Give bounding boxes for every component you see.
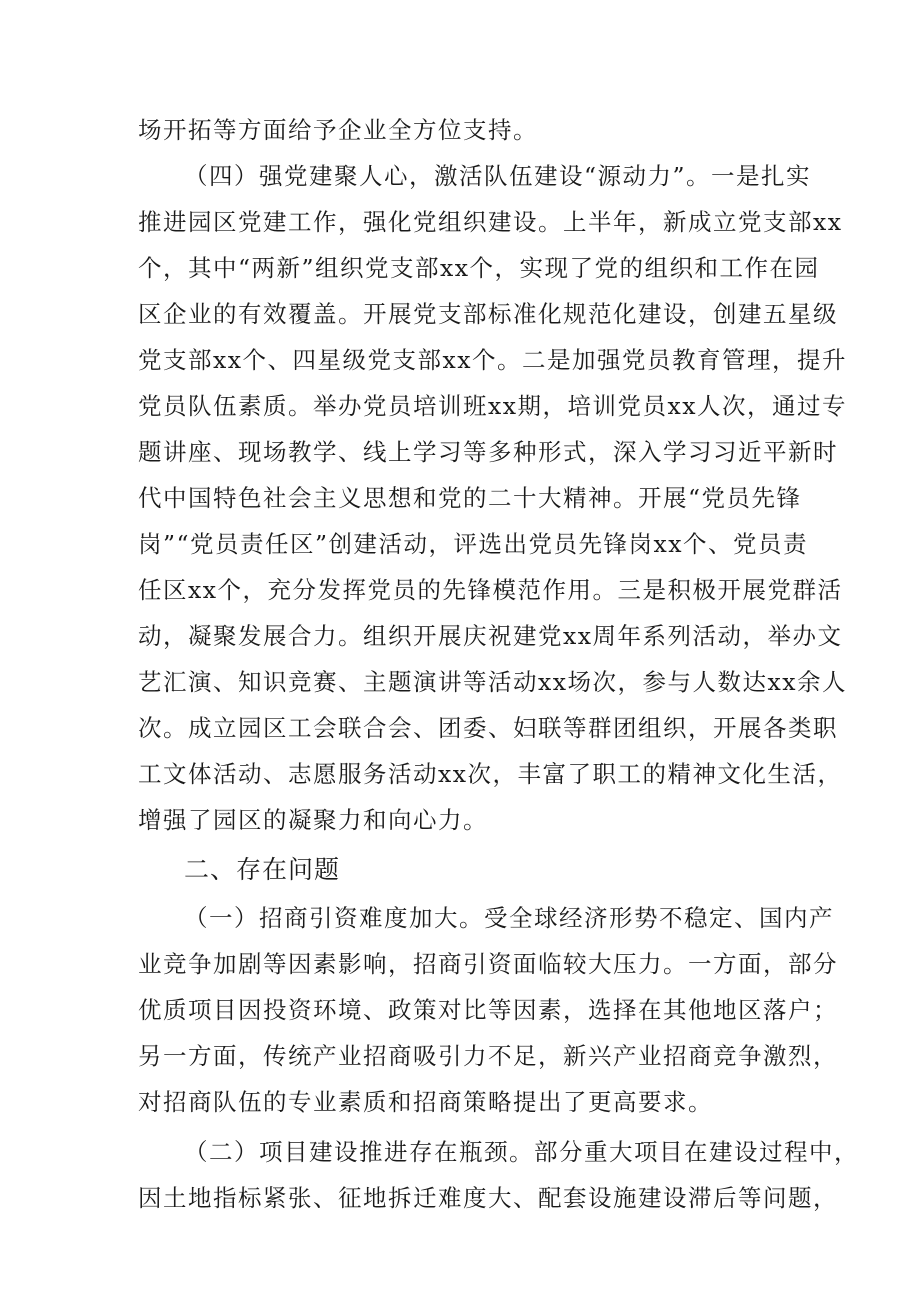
- paragraph-line: 区企业的有效覆盖。开展党支部标准化规范化建设，创建五星级: [138, 300, 838, 328]
- paragraph-line: 次。成立园区工会联合会、团委、妇联等群团组织，开展各类职: [138, 714, 838, 742]
- paragraph-line: （一）招商引资难度加大。受全球经济形势不稳定、国内产: [184, 904, 834, 932]
- paragraph-line: 动，凝聚发展合力。组织开展庆祝建党xx周年系列活动，举办文: [138, 622, 843, 650]
- paragraph-line: 岗”“党员责任区”创建活动，评选出党员先锋岗xx个、党员责: [138, 530, 809, 558]
- paragraph-line: 任区xx个，充分发挥党员的先锋模范作用。三是积极开展党群活: [138, 576, 843, 604]
- paragraph-line: 因土地指标紧张、征地拆迁难度大、配套设施建设滞后等问题，: [138, 1184, 838, 1212]
- paragraph-line: （二）项目建设推进存在瓶颈。部分重大项目在建设过程中，: [184, 1138, 859, 1166]
- paragraph-line: 艺汇演、知识竞赛、主题演讲等活动xx场次，参与人数达xx余人: [138, 668, 848, 696]
- paragraph-line: 场开拓等方面给予企业全方位支持。: [138, 116, 538, 144]
- paragraph-line: 党员队伍素质。举办党员培训班xx期，培训党员xx人次，通过专: [138, 392, 848, 420]
- paragraph-line: 题讲座、现场教学、线上学习等多种形式，深入学习习近平新时: [138, 438, 838, 466]
- paragraph-line: （四）强党建聚人心，激活队伍建设“源动力”。一是扎实: [184, 162, 812, 190]
- paragraph-line: 对招商队伍的专业素质和招商策略提出了更高要求。: [138, 1088, 713, 1116]
- paragraph-line: 优质项目因投资环境、政策对比等因素，选择在其他地区落户；: [138, 996, 838, 1024]
- section-heading: 二、存在问题: [184, 855, 341, 884]
- paragraph-line: 增强了园区的凝聚力和向心力。: [138, 806, 488, 834]
- paragraph-line: 党支部xx个、四星级党支部xx个。二是加强党员教育管理，提升: [138, 346, 848, 374]
- paragraph-line: 工文体活动、志愿服务活动xx次，丰富了职工的精神文化生活，: [138, 760, 843, 788]
- paragraph-line: 推进园区党建工作，强化党组织建设。上半年，新成立党支部xx: [138, 208, 843, 236]
- paragraph-line: 个，其中“两新”组织党支部xx个，实现了党的组织和工作在园: [138, 254, 820, 282]
- paragraph-line: 代中国特色社会主义思想和党的二十大精神。开展“党员先锋: [138, 484, 802, 512]
- paragraph-line: 业竞争加剧等因素影响，招商引资面临较大压力。一方面，部分: [138, 950, 838, 978]
- paragraph-line: 另一方面，传统产业招商吸引力不足，新兴产业招商竞争激烈，: [138, 1042, 838, 1070]
